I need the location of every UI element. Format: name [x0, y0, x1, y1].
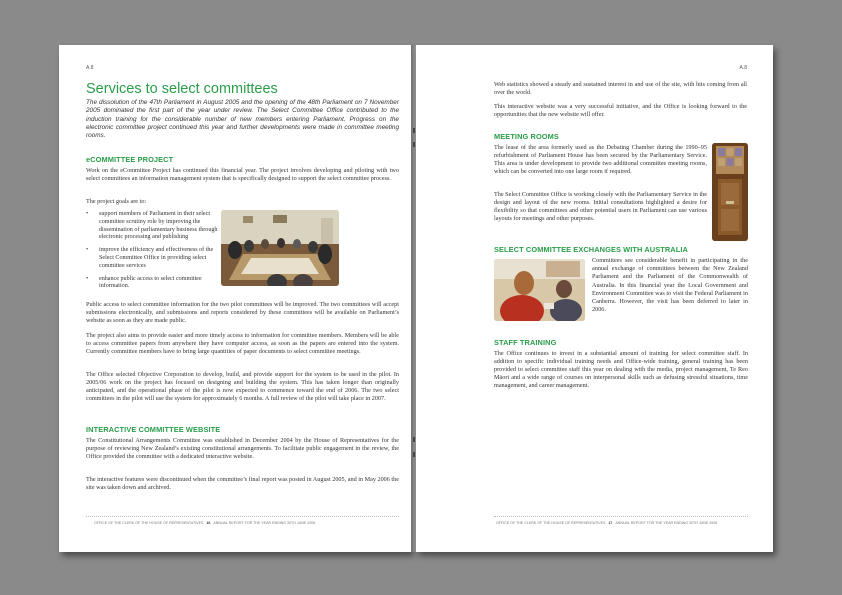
goal-text: support members of Parliament in their select committee scrutiny role by improving the dissemination of parliamentary business through electronic processing and publishing	[99, 211, 218, 241]
website-paragraph: This interactive website was a very successful initiative, and the Office is looking forward to the opportunities that the new website will offer.	[494, 103, 747, 118]
footer-report: ANNUAL REPORT FOR THE YEAR ENDING 30TH JUNE 2006	[213, 521, 316, 525]
binding-mark	[413, 128, 415, 133]
staff-training-heading: STAFF TRAINING	[494, 338, 557, 347]
binding-mark	[413, 437, 415, 442]
interactive-paragraph-2: The interactive features were discontinued when the committee’s final report was posted in August 2005, and in May 2006 the site was taken down and archived.	[86, 476, 399, 491]
footer-report: ANNUAL REPORT FOR THE YEAR ENDING 30TH JUNE 2006	[615, 521, 718, 525]
footer-divider	[86, 516, 399, 517]
binding-mark	[413, 142, 415, 147]
right-page	[416, 45, 773, 552]
ecommittee-paragraph-1: Work on the eCommittee Project has continued this financial year. The project involves developing and piloting with two select committees an information management system that is specifically designed to support the select committee process.	[86, 167, 399, 182]
list-item	[86, 247, 226, 270]
list-item	[86, 276, 226, 292]
ecommittee-paragraph-3: Public access to select committee information for the two pilot committees will be improved. The two committees will accept submissions electronically, and submissions and reports considered by these committees will be available on Parliament’s website as soon as they are made public.	[86, 301, 399, 324]
meeting-rooms-heading: MEETING ROOMS	[494, 132, 559, 141]
ecommittee-paragraph-2: The project goals are to:	[86, 198, 147, 205]
intro-paragraph: The dissolution of the 47th Parliament in August 2005 and the opening of the 48th Parliament on 7 November 2005 dominated the first part of the year under review. The Select Committee Office contributed to the induction training for the considerable number of new members entering Parliament. Progress on the electronic committee project continued this year and further developments were made in committee meeting rooms.	[86, 99, 399, 140]
door-illustration	[712, 143, 748, 241]
page-title: Services to select committees	[86, 81, 278, 97]
list-item	[86, 211, 226, 242]
page-number: 16	[206, 521, 211, 525]
footer-org: OFFICE OF THE CLERK OF THE HOUSE OF REPRESENTATIVES	[94, 521, 204, 525]
exchange-photo	[494, 259, 585, 321]
meeting-illustration	[221, 210, 339, 286]
exchanges-paragraph: Committees see considerable benefit in participating in the annual exchange of committees between the New Zealand Parliament and the Parliament of the Commonwealth of Australia. In this financial year the Local Government and Environment Committee was to visit the Federal Parliament in Canberra. However, the visit has been deferred to later in 2006.	[592, 257, 748, 314]
exchange-illustration	[494, 259, 585, 321]
staff-training-paragraph: The Office continues to invest in a substantial amount of training for select committee staff. In addition to specific individual training needs and Office-wide training, general training has been provided to select committee staff this year on dealing with the media, project management, Te Reo Māori and a wide range of courses on interpersonal skills such as defusing stressful situations, time management, and career management.	[494, 350, 748, 389]
meeting-rooms-paragraph-2: The Select Committee Office is working closely with the Parliamentary Service in the design and layout of the new rooms. Initial consultations highlighted a desire for flexibility so that committees and other potential users in Parliament can use various layouts for meetings and other purposes.	[494, 191, 707, 222]
ecommittee-heading: eCOMMITTEE PROJECT	[86, 155, 174, 164]
page-id: A.8	[86, 65, 94, 71]
left-page	[59, 45, 411, 552]
footer-divider	[494, 516, 748, 517]
interactive-heading: INTERACTIVE COMMITTEE WEBSITE	[86, 425, 221, 434]
page-footer	[496, 521, 717, 525]
page-id: A.8	[739, 65, 747, 71]
meeting-rooms-paragraph-1: The lease of the area formerly used as the Debating Chamber during the 1990–95 refurbishment of Parliament House has been secured by the Parliamentary Service. This area is under development to provide two additional committee meeting rooms, which can be converted into one large room if required.	[494, 144, 707, 175]
bullet-icon: •	[86, 211, 89, 217]
goal-text: enhance public access to select committee information.	[99, 275, 202, 290]
ornate-door-photo	[712, 143, 748, 241]
footer-org: OFFICE OF THE CLERK OF THE HOUSE OF REPRESENTATIVES	[496, 521, 606, 525]
page-number: 17	[608, 521, 613, 525]
ecommittee-paragraph-4: The project also aims to provide easier and more timely access to information for committee members. Members will be able to access committee papers from anywhere they have computer access, as soon as the papers are entered into the system. Currently committee members have to bring large quantities of paper documents to select committee meetings.	[86, 332, 399, 355]
interactive-paragraph-1: The Constitutional Arrangements Committee was established in December 2004 by the House of Representatives for the purpose of reviewing New Zealand’s existing constitutional arrangements. To facilitate public engagement in the review, the Office provided the committee with a dedicated interactive website.	[86, 437, 399, 460]
committee-meeting-photo	[221, 210, 339, 286]
web-stats-paragraph: Web statistics showed a steady and sustained interest in and use of the site, with hits coming from all over the world.	[494, 81, 747, 96]
page-footer	[94, 521, 315, 525]
ecommittee-paragraph-5: The Office selected Objective Corporation to develop, build, and provide support for the system to be used in the pilot. In 2005/06 work on the project has focused on designing and building the system. This has taken longer than originally anticipated, and the operational phase of the pilot is now expected to commence toward the end of 2006. The two select committees in the pilot will use the system for approximately 6 months. A full review of the pilot will take place in 2007.	[86, 371, 399, 402]
bullet-icon: •	[86, 275, 89, 282]
goals-list	[86, 211, 226, 296]
bullet-icon: •	[86, 247, 89, 254]
binding-mark	[413, 452, 415, 457]
exchanges-heading: SELECT COMMITTEE EXCHANGES WITH AUSTRALIA	[494, 245, 688, 254]
goal-text: improve the efficiency and effectiveness of the Select Committee Office in providing select committee services	[99, 247, 214, 269]
